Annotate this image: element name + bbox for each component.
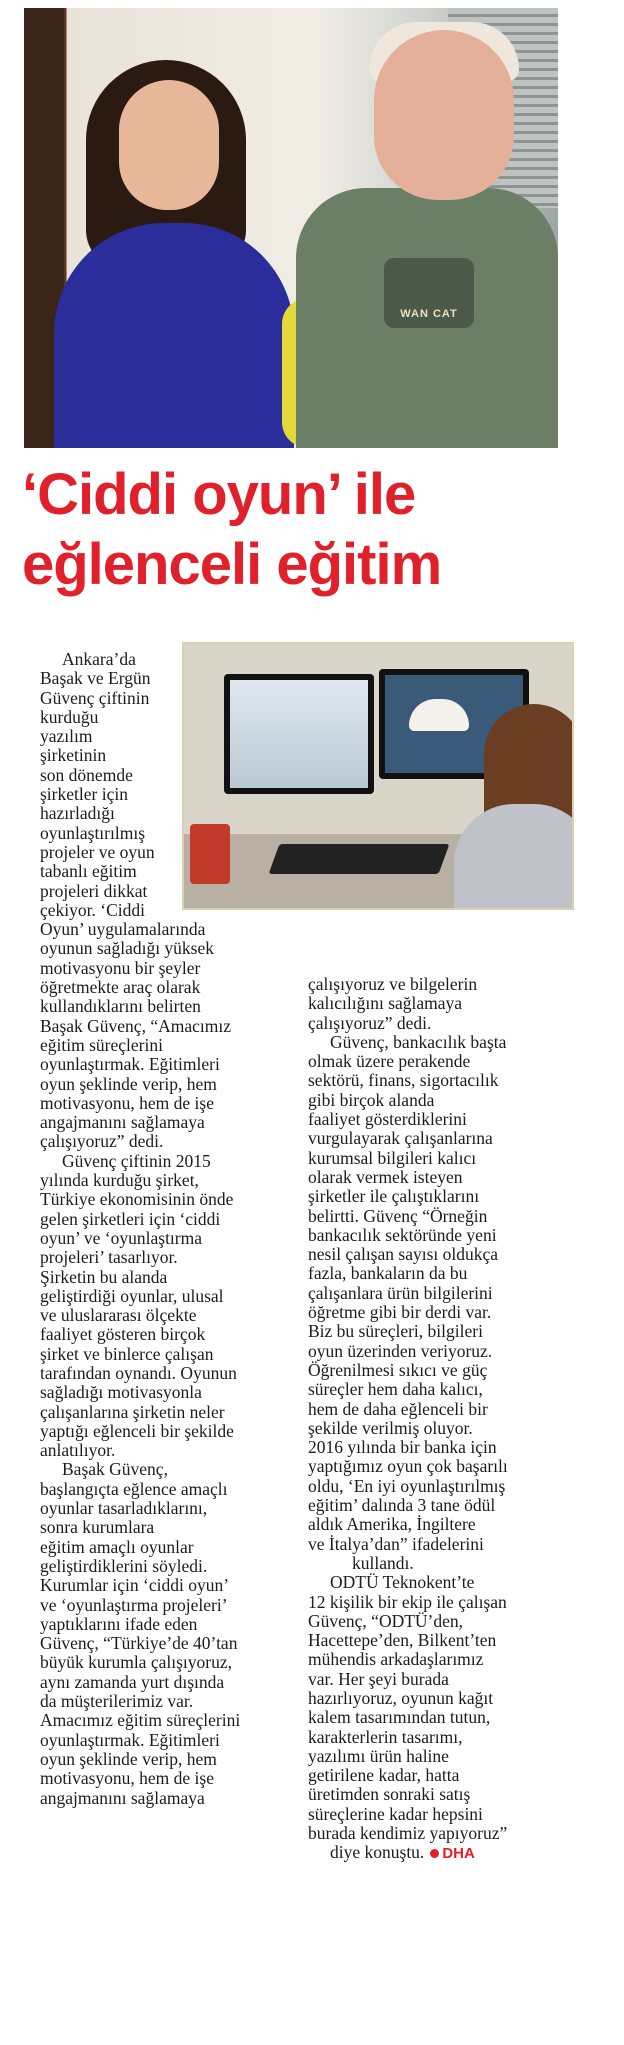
news-agency-credit: DHA xyxy=(442,1845,475,1863)
article-text-line: Kurumlar için ‘ciddi oyun’ xyxy=(40,1575,230,1596)
article-text-line: ve İtalya’dan” ifadelerini xyxy=(308,1533,484,1554)
article-text-line: geliştirdiği oyunlar, ulusal xyxy=(40,1285,224,1306)
article-text-line: son dönemde xyxy=(40,764,133,785)
article-text-line: projeler ve oyun xyxy=(40,841,155,862)
article-text-line: hem de daha eğlenceli bir xyxy=(308,1398,488,1419)
article-text-line: çalışanlara ürün bilgilerini xyxy=(308,1282,493,1303)
article-text-line: süreçler hem daha kalıcı, xyxy=(308,1379,483,1400)
article-text-line: öğretme gibi bir derdi var. xyxy=(308,1302,492,1323)
article-text-line: kalıcılığını sağlamaya xyxy=(308,993,463,1014)
article-text-line: tabanlı eğitim xyxy=(40,861,137,882)
article-text-line: Başak ve Ergün xyxy=(40,668,151,689)
article-text-line: çekiyor. ‘Ciddi xyxy=(40,899,145,920)
article-text-line: oyunlaştırılmış xyxy=(40,822,145,843)
photo-woman-face xyxy=(119,80,219,210)
photo-worker-body xyxy=(454,804,574,910)
article-text-line: eğitim amaçlı oyunlar xyxy=(40,1536,194,1557)
article-column-right xyxy=(308,975,576,1864)
article-text-line: büyük kurumla çalışıyoruz, xyxy=(40,1652,232,1673)
article-text-line: Güvenç, “Türkiye’de 40’tan xyxy=(40,1633,238,1654)
article-text-line: tarafından oynandı. Oyunun xyxy=(40,1362,237,1383)
article-text-line: oyunun sağladığı yüksek xyxy=(40,938,215,959)
article-text-line: aynı zamanda yurt dışında xyxy=(40,1671,225,1692)
article-text-line: Amacımız eğitim süreçlerini xyxy=(40,1710,241,1731)
article-text-line: oyunlaştırmak. Eğitimleri xyxy=(40,1729,220,1750)
article-text-line: şirketler için xyxy=(40,784,128,805)
article-text-line: Hacettepe’den, Bilkent’ten xyxy=(308,1630,497,1651)
article-text-line: motivasyonu bir şeyler xyxy=(40,957,201,978)
article-text-line: oyunlaştırmak. Eğitimleri xyxy=(40,1054,220,1075)
article-text-line: kullandıklarını belirten xyxy=(40,996,201,1017)
article-text-line: öğretmekte araç olarak xyxy=(40,977,201,998)
article-text-line: hazırladığı xyxy=(40,803,115,824)
article-text-line: Güvenç, bankacılık başta xyxy=(330,1031,507,1052)
article-text-line: Türkiye ekonomisinin önde xyxy=(40,1189,234,1210)
article-text-line: yaptığımız oyun çok başarılı xyxy=(308,1456,508,1477)
headline-line-2: eğlenceli eğitim xyxy=(22,532,442,597)
article-text-line: 12 kişilik bir ekip ile çalışan xyxy=(308,1591,507,1612)
headline-line-1: ‘Ciddi oyun’ ile xyxy=(22,462,416,527)
article-text-line: çalışıyoruz ve bilgelerin xyxy=(308,974,478,994)
article-text-line: şekilde verilmiş oluyor. xyxy=(308,1417,473,1438)
article-text-line: projeleri’ tasarlıyor. xyxy=(40,1247,178,1268)
article-text-line: Oyun’ uygulamalarında xyxy=(40,919,206,940)
article-column-left xyxy=(40,650,312,1808)
article-text-line: mühendis arkadaşlarımız xyxy=(308,1649,484,1670)
article-text-line: yaptıklarını ifade eden xyxy=(40,1613,198,1634)
article-text-line: Şirketin bu alanda xyxy=(40,1266,168,1287)
article-text-line: şirketinin xyxy=(40,745,107,766)
article-text-line: Güvenç çiftinin 2015 xyxy=(62,1150,211,1171)
article-headline xyxy=(22,460,582,600)
article-text-line: kurumsal bilgileri kalıcı xyxy=(308,1147,477,1168)
photo-woman-sweater xyxy=(54,223,294,448)
article-text-line: sonra kurumlara xyxy=(40,1517,155,1538)
article-text-line: oyun şeklinde verip, hem xyxy=(40,1073,217,1094)
article-text-line: başlangıçta eğlence amaçlı xyxy=(40,1478,228,1499)
article-text-line: olmak üzere perakende xyxy=(308,1051,471,1072)
article-text-line: kullandı. xyxy=(352,1552,414,1573)
article-text-line: oyunlar tasarladıklarını, xyxy=(40,1498,208,1519)
article-text-line: eğitim’ dalında 3 tane ödül xyxy=(308,1495,496,1516)
article-text-line: var. Her şeyi burada xyxy=(308,1668,449,1689)
article-text-line: oyun şeklinde verip, hem xyxy=(40,1748,217,1769)
article-text-line: faaliyet gösterdiklerini xyxy=(308,1109,467,1130)
article-text-line: Öğrenilmesi sıkıcı ve güç xyxy=(308,1359,488,1380)
article-text-line: nesil çalışan sayısı oldukça xyxy=(308,1244,499,1265)
article-text-line: ve ‘oyunlaştırma projeleri’ xyxy=(40,1594,228,1615)
article-text-line: üretimden sonraki satış xyxy=(308,1784,471,1805)
article-text-line: getirilene kadar, hatta xyxy=(308,1765,460,1786)
article-text-line: 2016 yılında bir banka için xyxy=(308,1437,497,1458)
article-text-line: Güvenç, “ODTÜ’den, xyxy=(308,1610,464,1631)
article-text-line: sektörü, finans, sigortacılık xyxy=(308,1070,499,1091)
article-text-line: oldu, ‘En iyi oyunlaştırılmış xyxy=(308,1475,506,1496)
article-text-line: şirketler ile çalıştıklarını xyxy=(308,1186,480,1207)
article-text-line: yaptığı eğlenceli bir şekilde xyxy=(40,1420,234,1441)
article-text-line: angajmanını sağlamaya xyxy=(40,1787,205,1808)
article-text-line: çalışıyoruz” dedi. xyxy=(308,1012,432,1033)
article-text-line: Güvenç çiftinin xyxy=(40,687,150,708)
article-text-line: Ankara’da xyxy=(62,649,136,669)
article-text-line: gelen şirketleri için ‘ciddi xyxy=(40,1208,221,1229)
photo-man-face xyxy=(374,30,514,200)
article-text-line: sağladığı motivasyonla xyxy=(40,1382,202,1403)
article-text-line: faaliyet gösteren birçok xyxy=(40,1324,206,1345)
article-text-line: olarak vermek isteyen xyxy=(308,1166,463,1187)
article-text-line: burada kendimiz yapıyoruz” xyxy=(308,1823,508,1844)
article-text-line: Başak Güvenç, “Amacımız xyxy=(40,1015,231,1036)
article-text-line: Başak Güvenç, xyxy=(62,1459,168,1480)
article-text-line: oyun’ ve ‘oyunlaştırma xyxy=(40,1227,202,1248)
article-text-line: yazılım xyxy=(40,726,93,747)
article-text-line: vurgulayarak çalışanlarına xyxy=(308,1128,493,1149)
article-text-line: yılında kurduğu şirket, xyxy=(40,1170,199,1191)
article-text-line: ve uluslararası ölçekte xyxy=(40,1305,197,1326)
article-text-line: fazla, bankaların da bu xyxy=(308,1263,468,1284)
article-text-line: çalışanlarına şirketin neler xyxy=(40,1401,225,1422)
credit-bullet-icon xyxy=(430,1849,439,1858)
article-text-line: eğitim süreçlerini xyxy=(40,1034,163,1055)
article-text-line: kurduğu xyxy=(40,706,99,727)
lead-photo xyxy=(24,8,558,448)
article-text-line: çalışıyoruz” dedi. xyxy=(40,1131,164,1152)
article-text-line: karakterlerin tasarımı, xyxy=(308,1726,463,1747)
article-text-line: belirtti. Güvenç “Örneğin xyxy=(308,1205,488,1226)
article-text-line: bankacılık sektöründe yeni xyxy=(308,1224,497,1245)
article-text-line: oyun üzerinden veriyoruz. xyxy=(308,1340,493,1361)
article-text-line: ODTÜ Teknokent’te xyxy=(330,1572,475,1593)
article-text-line: projeleri dikkat xyxy=(40,880,148,901)
article-text-line: da müşterilerimiz var. xyxy=(40,1691,194,1712)
article-text-line: geliştirdiklerini söyledi. xyxy=(40,1555,208,1576)
article-text-line: Biz bu süreçleri, bilgileri xyxy=(308,1321,483,1342)
article-text-line: hazırlıyoruz, oyunun kağıt xyxy=(308,1687,494,1708)
article-text-line: gibi birçok alanda xyxy=(308,1089,435,1110)
article-text-line: şirket ve binlerce çalışan xyxy=(40,1343,214,1364)
article-text-line: motivasyonu, hem de işe xyxy=(40,1768,215,1789)
photo-shirt-text: WAN CAT xyxy=(400,308,458,320)
article-text-line: angajmanını sağlamaya xyxy=(40,1112,205,1133)
article-text-line: anlatılıyor. xyxy=(40,1440,116,1461)
article-text-line: diye konuştu. DHA xyxy=(330,1842,475,1863)
article-text-line: kalem tasarımından tutun, xyxy=(308,1707,491,1728)
article-text-line: aldık Amerika, İngiltere xyxy=(308,1514,476,1535)
article-text-line: motivasyonu, hem de işe xyxy=(40,1092,215,1113)
article-text-line: süreçlerine kadar hepsini xyxy=(308,1803,483,1824)
article-text-line: yazılımı ürün haline xyxy=(308,1745,449,1766)
